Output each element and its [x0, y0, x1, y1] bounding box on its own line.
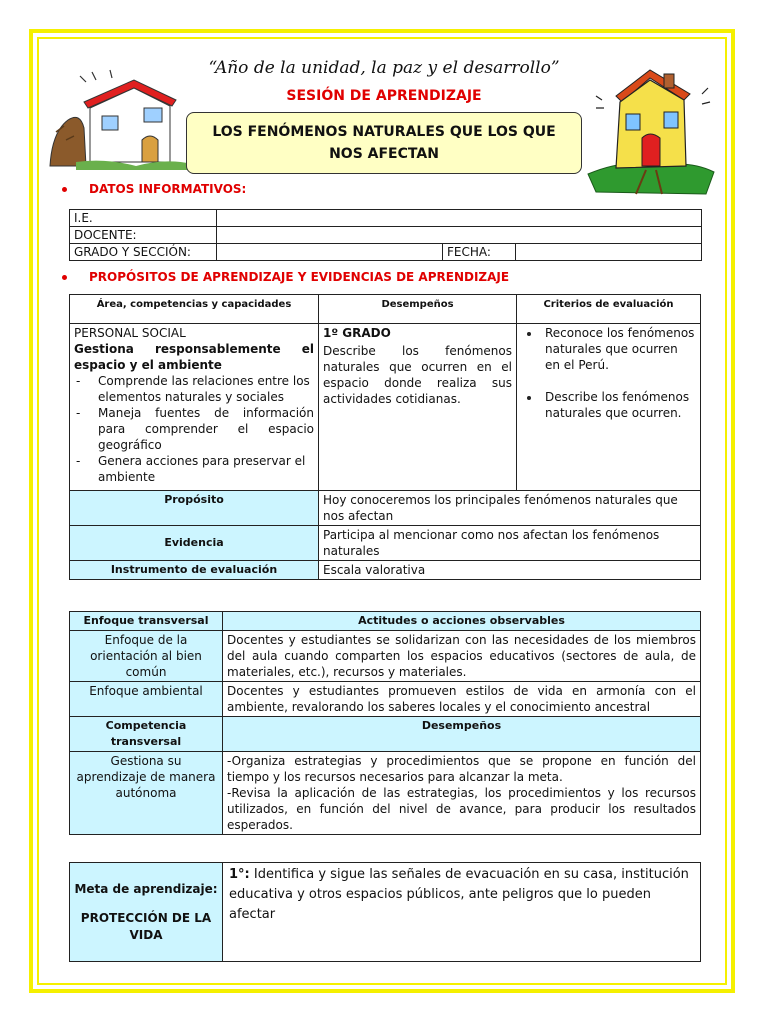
meta-label: Meta de aprendizaje:: [74, 881, 218, 896]
ie-value[interactable]: [217, 210, 702, 227]
enfoque-text: Docentes y estudiantes promueven estilos de vida en armonía con el ambiente, revalorando los saberes locales y el conocimiento ancestral: [223, 682, 701, 717]
section-propositos-heading: [62, 270, 509, 284]
earthquake-house-right-illustration: [586, 66, 716, 198]
col-header-competencia: Competencia transversal: [70, 717, 223, 752]
desempeno-text: Describe los fenómenos naturales que ocurren en el espacio donde realiza sus actividades cotidianas.: [323, 344, 512, 406]
bullet-icon: [62, 187, 67, 192]
area-name: PERSONAL SOCIAL: [74, 326, 186, 340]
grado-heading: 1º GRADO: [323, 326, 391, 340]
grado-label: GRADO Y SECCIÓN:: [70, 244, 217, 261]
area-cell: [70, 324, 319, 491]
section-datos-heading: [62, 182, 246, 196]
enfoque-text: Docentes y estudiantes se solidarizan con las necesidades de los miembros del aula cuando comparten los espacios educativos (sectores de aula, de materiales, etc.), recursos y materiales.: [223, 631, 701, 682]
desempenos-transversal-cell: [223, 752, 701, 835]
section-label: DATOS INFORMATIVOS:: [89, 182, 247, 196]
fecha-value[interactable]: [516, 244, 702, 261]
meta-table: [69, 862, 701, 962]
enfoque-label: Enfoque ambiental: [70, 682, 223, 717]
meta-text: Identifica y sigue las señales de evacuación en su casa, institución educativa y otros espacios públicos, ante peligros que lo pueden afectar: [229, 867, 689, 922]
topic-title: LOS FENÓMENOS NATURALES QUE LOS QUE NOS AFECTAN: [212, 124, 556, 162]
enfoque-label: Enfoque de la orientación al bien común: [70, 631, 223, 682]
datos-table: [69, 209, 702, 261]
list-item: - Maneja fuentes de información para comprender el espacio geográfico: [74, 405, 314, 453]
enfoques-table: [69, 611, 701, 835]
grado-value[interactable]: [217, 244, 443, 261]
docente-value[interactable]: [217, 227, 702, 244]
proposito-text: Hoy conoceremos los principales fenómenos naturales que nos afectan: [319, 491, 701, 526]
col-header-enfoque: Enfoque transversal: [70, 612, 223, 631]
col-header-desempenos-transversal: Desempeños: [223, 717, 701, 752]
competencia-transversal: Gestiona su aprendizaje de manera autónoma: [70, 752, 223, 835]
competencia: Gestiona responsablemente el espacio y el ambiente: [74, 342, 314, 372]
section-label: PROPÓSITOS DE APRENDIZAJE Y EVIDENCIAS DE APRENDIZAJE: [89, 270, 510, 284]
criterios-list: [521, 325, 696, 421]
desempeno-cell: [319, 324, 517, 491]
meta-sublabel: PROTECCIÓN DE LA VIDA: [80, 910, 212, 942]
desempeno-item: -Revisa la aplicación de las estrategias, los procedimientos y los recursos utilizados, en función del nivel de avance, para producir los resultados esperados.: [227, 786, 696, 832]
capacidades-list: [74, 373, 314, 485]
col-header-desempenos: Desempeños: [319, 295, 517, 324]
col-header-area: Área, competencias y capacidades: [70, 295, 319, 324]
list-item: - Comprende las relaciones entre los elementos naturales y sociales: [74, 373, 314, 405]
list-item: Reconoce los fenómenos naturales que ocurren en el Perú.: [521, 325, 696, 373]
school-motto: “Año de la unidad, la paz y el desarrollo”: [208, 58, 560, 78]
bullet-icon: [62, 275, 67, 280]
instrumento-label: Instrumento de evaluación: [70, 561, 319, 580]
meta-text-cell: [223, 863, 701, 962]
ie-label: I.E.: [70, 210, 217, 227]
evidencia-text: Participa al mencionar como nos afectan los fenómenos naturales: [319, 526, 701, 561]
fecha-label: FECHA:: [443, 244, 516, 261]
propositos-table: [69, 294, 701, 580]
earthquake-house-left-illustration: [46, 62, 196, 172]
desempeno-item: -Organiza estrategias y procedimientos que se propone en función del tiempo y los recursos necesarios para alcanzar la meta.: [227, 754, 696, 784]
meta-grade: 1°:: [229, 867, 250, 882]
meta-label-cell: [70, 863, 223, 962]
col-header-criterios: Criterios de evaluación: [517, 295, 701, 324]
criterios-cell: [517, 324, 701, 491]
col-header-actitudes: Actitudes o acciones observables: [223, 612, 701, 631]
proposito-label: Propósito: [70, 491, 319, 526]
topic-title-box: [186, 112, 582, 174]
list-item: Describe los fenómenos naturales que ocurren.: [521, 389, 696, 421]
list-item: - Genera acciones para preservar el ambiente: [74, 453, 314, 485]
session-title: SESIÓN DE APRENDIZAJE: [286, 88, 482, 104]
instrumento-text: Escala valorativa: [319, 561, 701, 580]
evidencia-label: Evidencia: [70, 526, 319, 561]
docente-label: DOCENTE:: [70, 227, 217, 244]
